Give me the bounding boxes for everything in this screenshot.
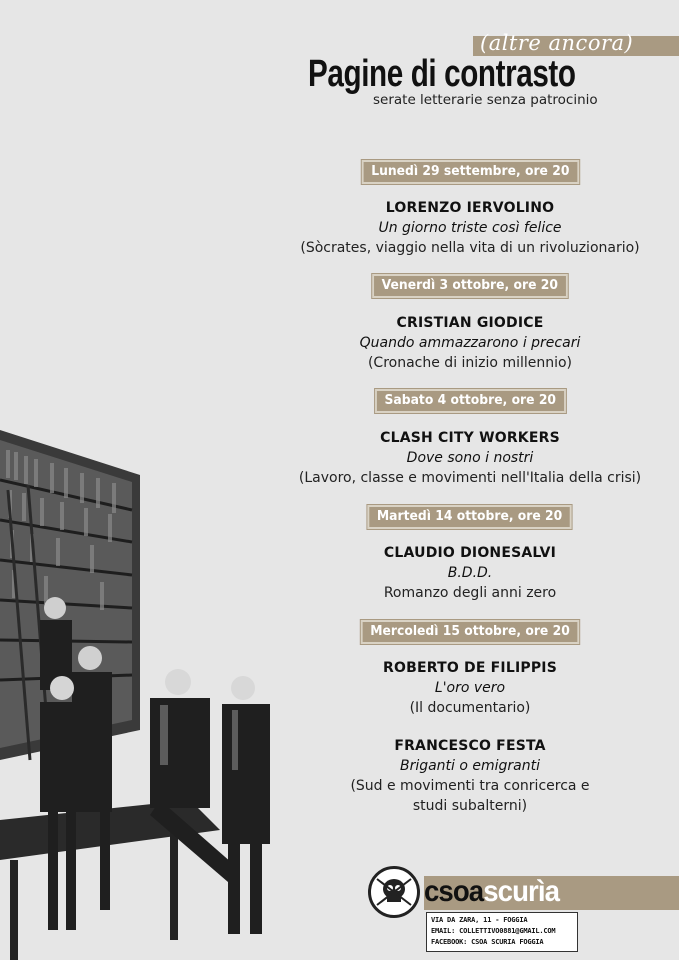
event-note: (Sud e movimenti tra conricerca e bbox=[350, 778, 590, 794]
date-badge: Sabato 4 ottobre, ore 20 bbox=[375, 389, 566, 413]
contact-info-box bbox=[426, 912, 578, 952]
event-author: CLASH CITY WORKERS bbox=[380, 430, 560, 446]
date-badge: Venerdì 3 ottobre, ore 20 bbox=[372, 274, 567, 298]
event-item bbox=[270, 543, 670, 603]
skull-logo-icon bbox=[368, 866, 420, 918]
brand-text-scuria: scurìa bbox=[483, 875, 560, 908]
event-item bbox=[270, 313, 670, 373]
event-item bbox=[270, 428, 670, 488]
event-note: (Il documentario) bbox=[409, 700, 531, 716]
event-note: studi subalterni) bbox=[412, 798, 528, 814]
event-book-title: L'oro vero bbox=[434, 680, 506, 696]
event-item bbox=[270, 198, 670, 258]
library-photo bbox=[0, 430, 300, 960]
email-text: EMAIL: COLLETTIVO0881@GMAIL.COM bbox=[431, 927, 556, 935]
event-date-row bbox=[270, 274, 670, 298]
event-author: CLAUDIO DIONESALVI bbox=[383, 545, 557, 561]
date-badge: Lunedì 29 settembre, ore 20 bbox=[361, 160, 578, 184]
facebook-text: FACEBOOK: CSOA SCURIA FOGGIA bbox=[431, 938, 544, 946]
event-date-row bbox=[270, 505, 670, 529]
script-subtitle: (altre ancora) bbox=[480, 31, 634, 55]
address-text: VIA DA ZARA, 11 - FOGGIA bbox=[431, 916, 528, 924]
event-author: CRISTIAN GIODICE bbox=[396, 315, 544, 331]
event-book-title: Quando ammazzarono i precari bbox=[359, 335, 581, 351]
event-author: FRANCESCO FESTA bbox=[394, 738, 546, 754]
brand-logo bbox=[424, 873, 559, 911]
event-item bbox=[270, 736, 670, 816]
event-book-title: Briganti o emigranti bbox=[399, 758, 541, 774]
event-date-row bbox=[270, 620, 670, 644]
event-book-title: B.D.D. bbox=[447, 565, 493, 581]
event-note: Romanzo degli anni zero bbox=[383, 585, 557, 601]
event-date-row bbox=[270, 160, 670, 184]
poster-title: Pagine di contrasto bbox=[308, 53, 576, 95]
event-date-row bbox=[270, 389, 670, 413]
event-book-title: Dove sono i nostri bbox=[406, 450, 534, 466]
event-item bbox=[270, 658, 670, 718]
date-badge: Martedì 14 ottobre, ore 20 bbox=[368, 505, 572, 529]
event-book-title: Un giorno triste così felice bbox=[378, 220, 562, 236]
event-author: ROBERTO DE FILIPPIS bbox=[383, 660, 557, 676]
event-note: (Sòcrates, viaggio nella vita di un rivoluzionario) bbox=[300, 240, 640, 256]
poster-tagline: serate letterarie senza patrocinio bbox=[373, 92, 598, 108]
event-note: (Lavoro, classe e movimenti nell'Italia della crisi) bbox=[298, 470, 642, 486]
brand-text-csoa: csoa bbox=[424, 875, 484, 908]
date-badge: Mercoledì 15 ottobre, ore 20 bbox=[361, 620, 580, 644]
event-note: (Cronache di inizio millennio) bbox=[367, 355, 573, 371]
event-author: LORENZO IERVOLINO bbox=[385, 200, 555, 216]
